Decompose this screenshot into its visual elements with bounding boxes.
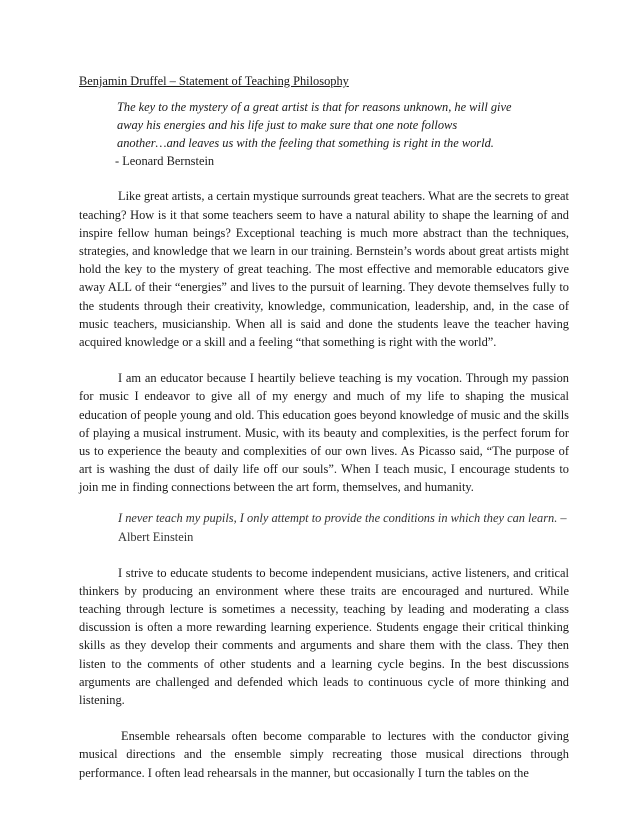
einstein-quote-attribution: – Albert Einstein bbox=[118, 510, 567, 544]
paragraph-2: I am an educator because I heartily believe teaching is my vocation. Through my passion for music I endeavor to give all of my energy and much of my life to shaping the musical education of people young and old. This education goes beyond knowledge of music and the skills of playing a musical instrument. Music, with its beauty and complexities, is the perfect forum for us to experience the beauty and complexities of our own lives. As Picasso said, “The purpose of art is washing the dust of daily life off our souls”. When I teach music, I encourage students to join me in finding connections between the art form, themselves, and humanity. bbox=[79, 371, 569, 495]
epigraph-line: another…and leaves us with the feeling that something is right in the world. bbox=[117, 136, 494, 151]
document-page bbox=[79, 72, 569, 782]
paragraph-1: Like great artists, a certain mystique surrounds great teachers. What are the secrets to great teaching? How is it that some teachers seem to have a natural ability to shape the learning of and inspire fellow human beings? Exceptional teaching is much more abstract than the techniques, strategies, and knowledge that we learn in our training. Bernstein’s words about great artists might hold the key to the mystery of great teaching. The most effective and memorable educators give away ALL of their “energies” and lives to the pursuit of learning. They devote themselves fully to the students through their creativity, knowledge, communication, leadership, and, in the case of music teachers, musicianship. When all is said and done the students leave the teacher having acquired knowledge or a skill and a feeling “that something is right with the world”. bbox=[79, 189, 569, 350]
paragraph-3: I strive to educate students to become independent musicians, active listeners, and critical thinkers by producing an environment where these traits are encouraged and nurtured. While teaching through lecture is sometimes a necessity, teaching by leading and moderating a class discussion is often a more rewarding learning experience. Students engage their critical thinking skills as they develop their comments and arguments and share them with the class. They then listen to the comments of other students and a learning cycle begins. In the best discussions arguments are challenged and defended which leads to continuous cycle of more thinking and listening. bbox=[79, 565, 569, 708]
document-title: Benjamin Druffel – Statement of Teaching Philosophy bbox=[79, 74, 349, 88]
epigraph-line: away his energies and his life just to make sure that one note follows bbox=[117, 118, 458, 133]
epigraph-quote bbox=[117, 98, 569, 152]
einstein-quote bbox=[118, 509, 569, 547]
einstein-quote-text: I never teach my pupils, I only attempt to provide the conditions in which they can learn. bbox=[118, 510, 558, 525]
paragraph-4: Ensemble rehearsals often become comparable to lectures with the conductor giving musical directions and the ensemble simply recreating those musical directions through performance. I often lead rehearsals in the manner, but occasionally I turn the tables on the bbox=[79, 729, 569, 780]
epigraph-line: The key to the mystery of a great artist is that for reasons unknown, he will give bbox=[117, 100, 512, 115]
epigraph-attribution: - Leonard Bernstein bbox=[115, 154, 215, 169]
